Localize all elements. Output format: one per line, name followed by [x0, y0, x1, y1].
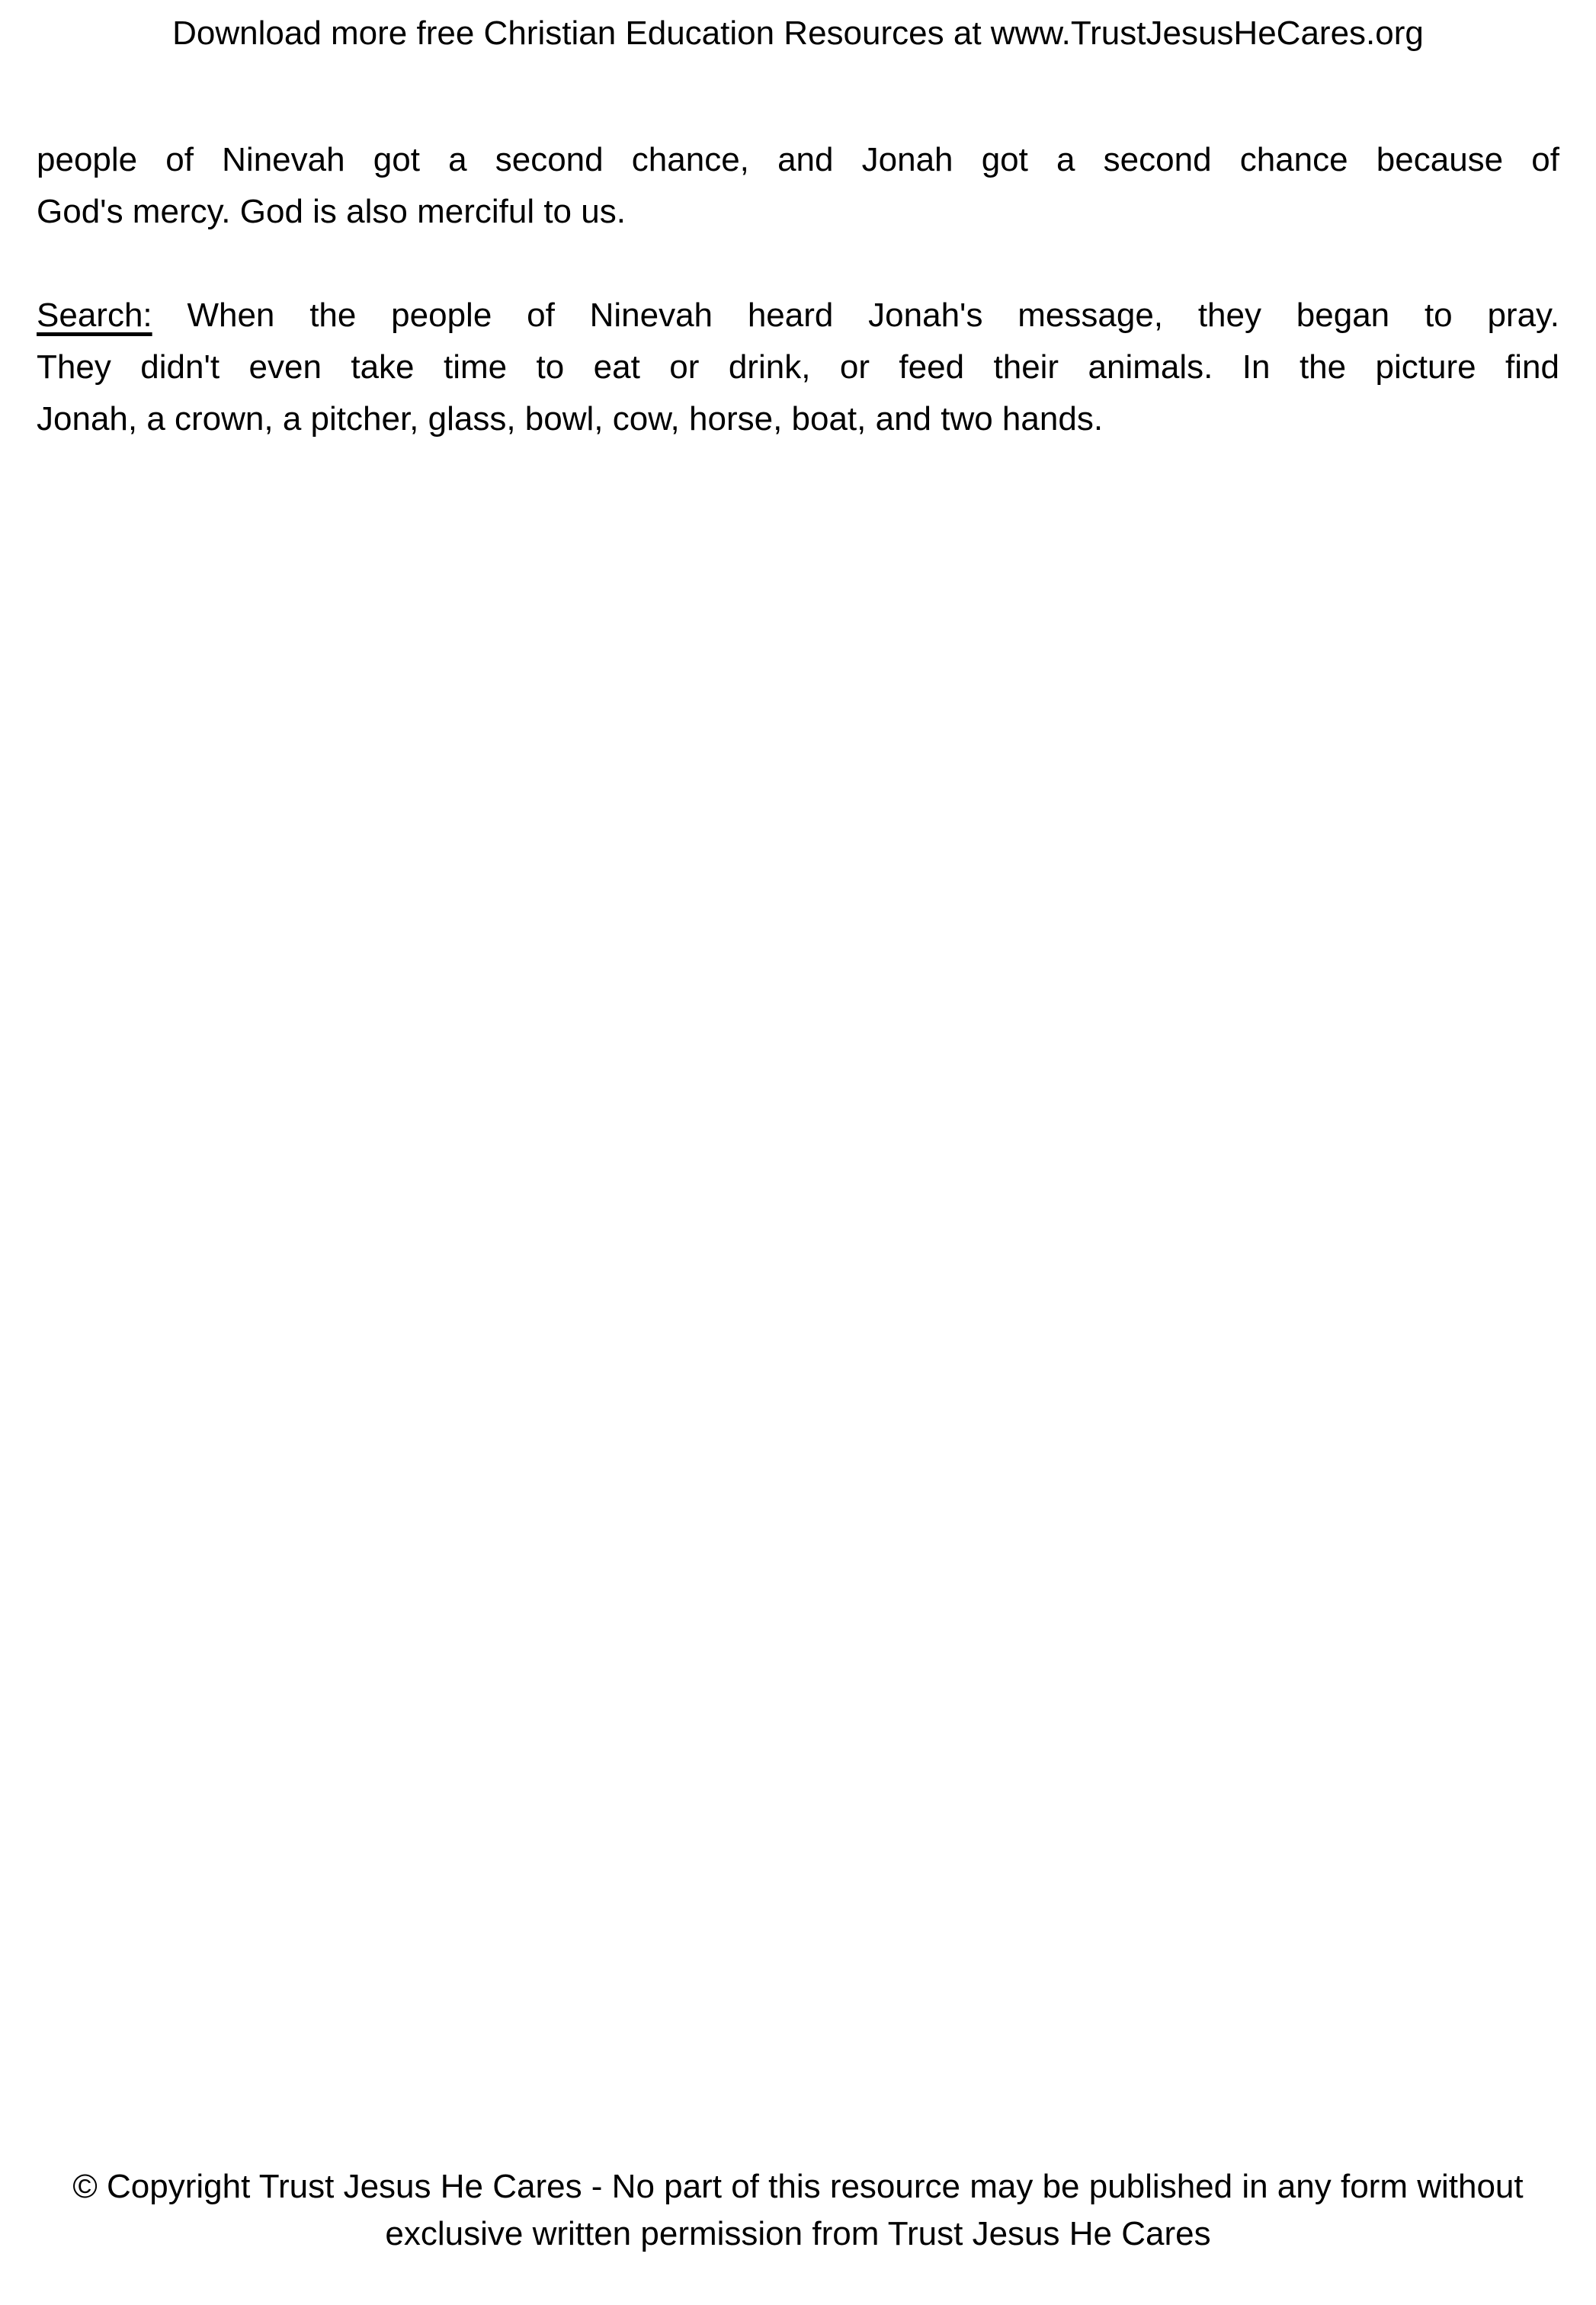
document-body: [0, 134, 1596, 445]
paragraph-line: God's mercy. God is also merciful to us.: [37, 193, 626, 230]
footer-copyright: [0, 2163, 1596, 2258]
search-paragraph: [37, 290, 1559, 445]
story-paragraph: [37, 134, 1559, 238]
footer-line: © Copyright Trust Jesus He Cares - No part of this resource may be published in any form without: [72, 2168, 1524, 2205]
paragraph-line: people of Ninevah got a second chance, and Jonah got a second chance because of: [37, 141, 1559, 178]
search-instruction-text: When the people of Ninevah heard Jonah's message, they began to pray.: [152, 297, 1559, 334]
paragraph-line: They didn't even take time to eat or drink, or feed their animals. In the picture find: [37, 348, 1559, 386]
search-label: Search:: [37, 297, 152, 334]
paragraph-line: Jonah, a crown, a pitcher, glass, bowl, cow, horse, boat, and two hands.: [37, 400, 1104, 438]
header-text: Download more free Christian Education Resources at www.TrustJesusHeCares.org: [172, 14, 1424, 52]
paragraph-line: [37, 290, 1559, 341]
footer-line: exclusive written permission from Trust Jesus He Cares: [385, 2215, 1211, 2252]
